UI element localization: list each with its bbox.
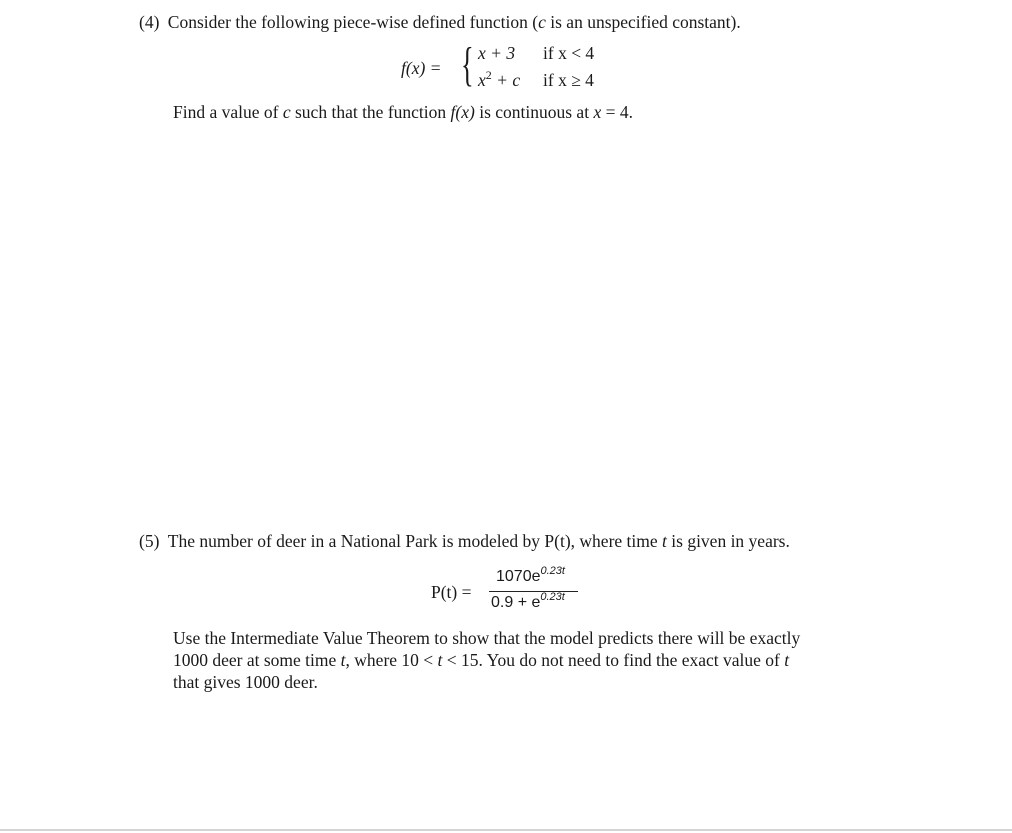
problem-5-line-3: that gives 1000 deer. bbox=[173, 672, 318, 692]
numerator-base: 1070e bbox=[496, 568, 541, 585]
fraction-numerator bbox=[496, 565, 565, 586]
case-2-base: x bbox=[478, 70, 486, 90]
case-1-condition: if x < 4 bbox=[543, 43, 595, 63]
numerator-exponent: 0.23t bbox=[540, 565, 565, 577]
question-text-a: Find a value of bbox=[173, 102, 283, 122]
function-label: f(x) = bbox=[401, 58, 442, 78]
line-2-t3: t bbox=[784, 650, 790, 670]
case-2-expression bbox=[478, 70, 520, 91]
pt-label: P(t) = bbox=[431, 582, 472, 602]
case-2-condition: if x ≥ 4 bbox=[543, 70, 594, 90]
problem-4-text-b: is an unspecified constant). bbox=[545, 12, 741, 32]
problem-5-line-1: Use the Intermediate Value Theorem to show that the model predicts there will be exactly bbox=[173, 628, 801, 648]
question-x: x bbox=[593, 102, 602, 122]
problem-5-number: (5) bbox=[139, 531, 160, 551]
line-2-text-a: 1000 deer at some time bbox=[173, 650, 341, 670]
problem-5-variable-t: t bbox=[662, 531, 667, 551]
denominator-base: 0.9 + e bbox=[491, 594, 541, 611]
problem-4-number: (4) bbox=[139, 12, 160, 32]
page-bottom-rule bbox=[0, 829, 1012, 831]
question-text-b: such that the function bbox=[290, 102, 451, 122]
problem-5-statement bbox=[139, 531, 790, 552]
fraction-denominator bbox=[491, 591, 565, 612]
piecewise-brace: { bbox=[461, 38, 474, 91]
line-2-t2: t bbox=[437, 650, 443, 670]
problem-5-text-a: The number of deer in a National Park is modeled by P(t), where time bbox=[167, 531, 663, 551]
line-2-t: t bbox=[340, 650, 346, 670]
problem-4-statement bbox=[139, 12, 741, 33]
question-constant-c: c bbox=[282, 102, 291, 122]
question-text-e: = 4. bbox=[601, 102, 633, 122]
case-2-rest: + c bbox=[491, 70, 521, 90]
case-1-expression: x + 3 bbox=[478, 43, 516, 63]
question-text-d: is continuous at bbox=[474, 102, 594, 122]
denominator-exponent: 0.23t bbox=[540, 591, 565, 603]
problem-4-text-a: Consider the following piece-wise defined function ( bbox=[167, 12, 539, 32]
problem-4-question bbox=[173, 102, 633, 123]
line-2-text-b: , where 10 < bbox=[345, 650, 438, 670]
problem-5-text-b: is given in years. bbox=[666, 531, 790, 551]
problem-4-constant-c: c bbox=[538, 12, 546, 32]
line-2-text-c: < 15. You do not need to find the exact value of bbox=[442, 650, 785, 670]
question-fx: f(x) bbox=[450, 102, 475, 122]
problem-5-line-2 bbox=[173, 650, 789, 671]
case-2-exponent: 2 bbox=[485, 68, 492, 82]
